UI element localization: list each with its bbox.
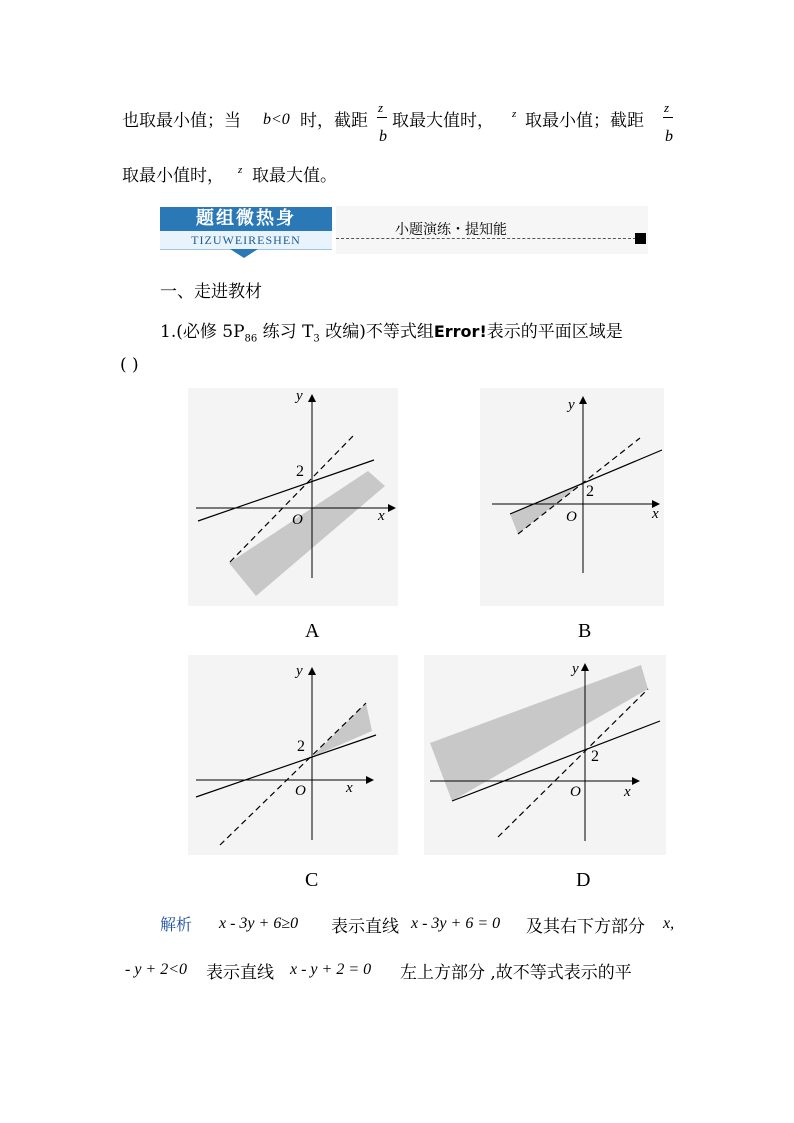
banner-subtitle: TIZUWEIRESHEN <box>160 231 332 250</box>
text-segment: 取最小值时， <box>122 166 224 186</box>
answer-paren: ( ) <box>120 355 139 375</box>
text-line-1 <box>122 106 241 131</box>
variable-z: z <box>512 108 517 120</box>
fraction-bar <box>377 117 387 118</box>
graph-option-b[interactable] <box>480 388 666 608</box>
banner-title: 题组微热身 <box>160 207 332 231</box>
fraction-denominator: b <box>379 128 387 145</box>
solution-text: 表示直线 <box>331 917 399 937</box>
axis-label-x: x <box>346 780 353 796</box>
question-source-sub: 3 <box>313 333 320 345</box>
banner-caption: 小题演练・提知能 <box>395 222 507 238</box>
fraction-numerator: z <box>664 100 670 115</box>
question-number: 1. <box>160 322 177 342</box>
x-axis-arrow-icon <box>388 504 396 512</box>
origin-label: O <box>292 512 303 528</box>
question-line <box>160 317 623 344</box>
intercept-label: 2 <box>591 748 599 765</box>
question-source-sub: 86 <box>244 333 258 345</box>
shaded-region <box>312 703 372 757</box>
text-segment: 时，截距 <box>300 111 368 131</box>
question-source-suffix: 改编)不等式组 <box>319 322 434 342</box>
origin-label: O <box>295 783 306 799</box>
condition-math: b<0 <box>263 111 290 128</box>
section-heading: 一、走进教材 <box>160 282 262 302</box>
axis-label-y: y <box>296 663 303 679</box>
y-axis-arrow-icon <box>308 667 316 675</box>
dashed-line <box>220 703 366 845</box>
shaded-region <box>229 471 385 596</box>
intercept-label: 2 <box>296 463 304 480</box>
origin-label: O <box>570 784 581 800</box>
fraction-bar <box>663 117 673 118</box>
banner-arrow-icon <box>230 249 258 258</box>
origin-label: O <box>566 509 577 525</box>
option-label-d[interactable]: D <box>576 869 591 891</box>
x-axis-arrow-icon <box>632 777 640 785</box>
option-label-a[interactable]: A <box>305 620 320 642</box>
solution-text: 及其右下方部分 <box>526 917 645 937</box>
axis-label-x: x <box>378 508 385 524</box>
solution-expression: x - y + 2 = 0 <box>290 961 372 978</box>
fraction-denominator: b <box>665 128 673 145</box>
error-text: Error! <box>433 322 487 341</box>
graph-option-c[interactable] <box>188 655 398 855</box>
banner-end-square-icon <box>635 233 646 244</box>
y-axis-arrow-icon <box>579 396 587 404</box>
intercept-label: 2 <box>297 738 305 755</box>
y-axis-arrow-icon <box>581 663 589 671</box>
solution-expression: x, <box>663 915 675 932</box>
y-axis-arrow-icon <box>308 394 316 402</box>
option-label-b[interactable]: B <box>578 620 592 642</box>
text-segment: 也取最小值；当 <box>122 111 241 131</box>
solution-expression: x - 3y + 6≥0 <box>219 915 299 932</box>
graph-option-a[interactable] <box>188 388 398 608</box>
question-tail: 表示的平面区域是 <box>486 322 623 342</box>
axis-label-x: x <box>624 784 631 800</box>
fraction-numerator: z <box>378 100 384 115</box>
axis-label-y: y <box>572 661 579 677</box>
solution-expression: - y + 2<0 <box>125 961 188 978</box>
axis-label-y: y <box>568 397 575 413</box>
solution-label: 解析 <box>160 915 193 934</box>
axis-label-x: x <box>652 506 659 522</box>
graph-option-d[interactable] <box>424 655 668 855</box>
solution-expression: x - 3y + 6 = 0 <box>411 915 501 932</box>
x-axis-arrow-icon <box>366 776 374 784</box>
question-source-mid: 练习 T <box>257 322 314 342</box>
axis-label-y: y <box>296 388 303 404</box>
variable-z: z <box>238 164 243 176</box>
solution-text: 表示直线 <box>206 963 274 983</box>
text-segment: 取最大值时， <box>392 111 494 131</box>
question-source: (必修 5P <box>176 322 245 342</box>
solution-text: 左上方部分 ,故不等式表示的平 <box>400 963 632 983</box>
text-segment: 取最小值；截距 <box>525 111 644 131</box>
text-segment: 取最大值。 <box>252 166 337 186</box>
intercept-label: 2 <box>586 483 594 500</box>
option-label-c[interactable]: C <box>305 869 319 891</box>
